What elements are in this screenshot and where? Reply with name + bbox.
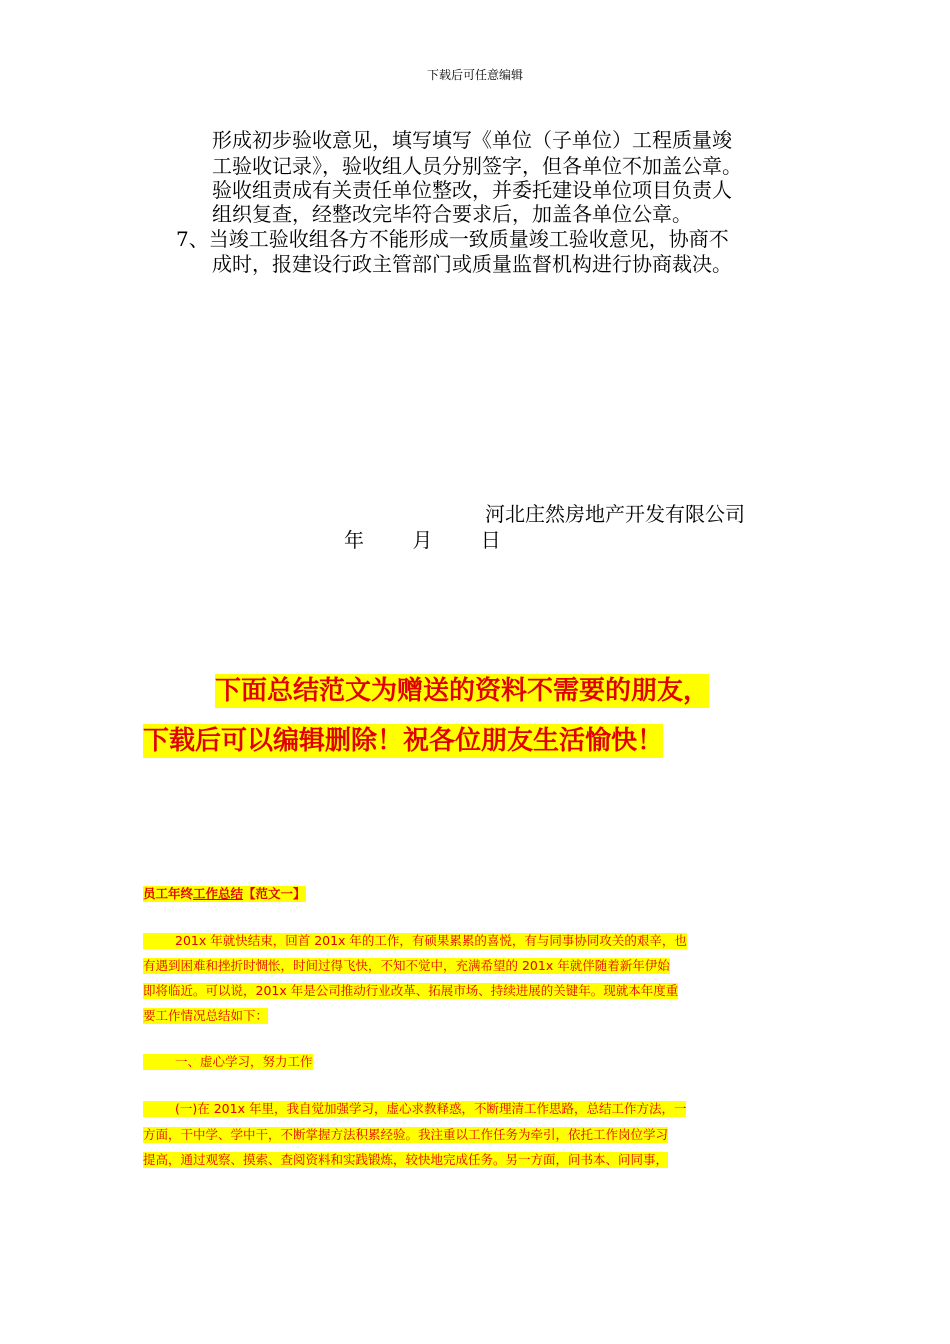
date-month: 月 — [412, 528, 433, 552]
body-line: 形成初步验收意见，填写填写《单位（子单位）工程质量竣 — [212, 128, 732, 152]
paragraph-line: 即将临近。可以说，201x 年是公司推动行业改革、拓展市场、持续进展的关键年。现就本年度重 — [143, 983, 679, 998]
date-year: 年 — [344, 528, 364, 552]
signature-date — [344, 524, 525, 553]
body-line: 组织复查，经整改完毕符合要求后，加盖各单位公章。 — [212, 202, 692, 226]
body-line: 工验收记录》，验收组人员分别签字，但各单位不加盖公章。 — [212, 154, 742, 178]
paragraph-line: 方面，干中学、学中干，不断掌握方法积累经验。我注重以工作任务为牵引，依托工作岗位学习 — [143, 1127, 669, 1142]
sample-title-link[interactable]: 工作总结 — [193, 886, 244, 901]
sample-title-prefix: 员工年终 — [143, 886, 194, 901]
sample-title — [143, 886, 306, 902]
body-line: 验收组责成有关责任单位整改，并委托建设单位项目负责人 — [212, 178, 732, 202]
paragraph-line: (一)在 201x 年里，我自觉加强学习，虚心求教释惑，不断理清工作思路，总结工作方法，一 — [143, 1101, 686, 1117]
paragraph-line: 要工作情况总结如下： — [143, 1008, 269, 1023]
notice-line: 下载后可以编辑删除！祝各位朋友生活愉快！ — [143, 726, 664, 756]
company-name: 河北庄然房地产开发有限公司 — [485, 502, 745, 526]
section-heading: 一、虚心学习，努力工作 — [143, 1054, 313, 1070]
date-day: 日 — [480, 528, 501, 552]
paragraph-line: 有遇到困难和挫折时惆怅，时间过得飞快，不知不觉中，充满希望的 201x 年就伴随着新年伊始 — [143, 958, 670, 973]
paragraph-line: 201x 年就快结束，回首 201x 年的工作，有硕果累累的喜悦，有与同事协同攻关的艰辛，也 — [143, 933, 687, 949]
notice-line: 下面总结范文为赠送的资料不需要的朋友， — [215, 676, 710, 706]
body-line: 7、当竣工验收组各方不能形成一致质量竣工验收意见，协商不 — [176, 227, 729, 251]
body-line: 成时，报建设行政主管部门或质量监督机构进行协商裁决。 — [212, 252, 732, 276]
page-header: 下载后可任意编辑 — [426, 68, 523, 82]
sample-title-suffix: 【范文一】 — [243, 886, 306, 901]
paragraph-line: 提高，通过观察、摸索、查阅资料和实践锻炼，较快地完成任务。另一方面，问书本、问同事， — [143, 1152, 669, 1167]
